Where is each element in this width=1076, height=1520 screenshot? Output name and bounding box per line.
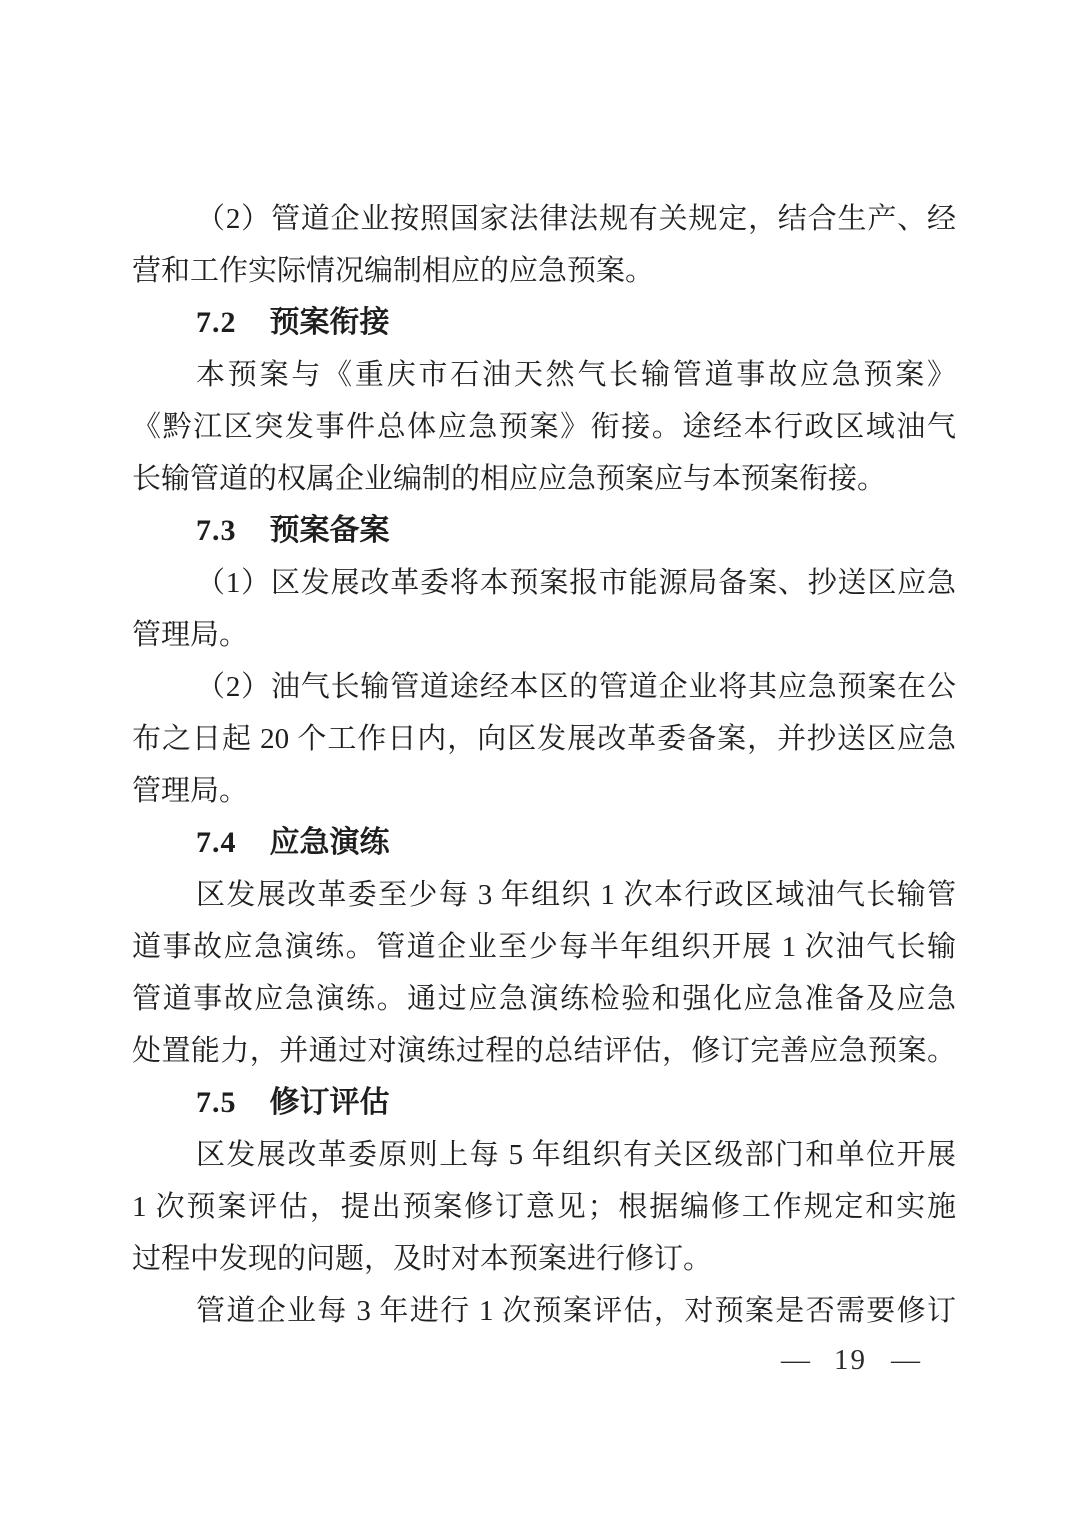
text-line: 管道事故应急演练。通过应急演练检验和强化应急准备及应急: [132, 983, 956, 1015]
footer-right-dash: —: [891, 1344, 920, 1376]
section-number: 7.4: [196, 826, 237, 859]
section-number: 7.3: [196, 514, 237, 547]
text-line: 过程中发现的问题，及时对本预案进行修订。: [132, 1243, 713, 1275]
section-heading-7-5: [132, 1077, 956, 1129]
section-heading-7-2: [132, 297, 956, 349]
text-line: 道事故应急演练。管道企业至少每半年组织开展 1 次油气长输: [132, 931, 956, 963]
text-line: 布之日起 20 个工作日内，向区发展改革委备案，并抄送区应急: [132, 723, 956, 755]
section-title: 应急演练: [269, 826, 390, 859]
text-line: 长输管道的权属企业编制的相应应急预案应与本预案衔接。: [132, 463, 887, 495]
text-line: 管道企业每 3 年进行 1 次预案评估，对预案是否需要修订: [196, 1295, 956, 1327]
section-title: 预案衔接: [269, 306, 390, 339]
section-title: 修订评估: [269, 1086, 390, 1119]
section-number: 7.5: [196, 1086, 237, 1119]
text-line: （2）管道企业按照国家法律法规有关规定，结合生产、经: [196, 203, 956, 235]
text-line: 管理局。: [132, 619, 249, 651]
section-heading-7-3: [132, 505, 956, 557]
text-line: 本预案与《重庆市石油天然气长输管道事故应急预案》: [196, 359, 956, 391]
page-footer: [781, 1334, 920, 1386]
text-line: 《黔江区突发事件总体应急预案》衔接。途经本行政区域油气: [132, 411, 956, 443]
text-line: 区发展改革委原则上每 5 年组织有关区级部门和单位开展: [196, 1139, 956, 1171]
text-line: （1）区发展改革委将本预案报市能源局备案、抄送区应急: [196, 567, 956, 599]
text-line: 管理局。: [132, 775, 249, 807]
section-title: 预案备案: [269, 514, 390, 547]
text-line: 1 次预案评估，提出预案修订意见；根据编修工作规定和实施: [132, 1191, 956, 1223]
document-body: [132, 193, 956, 1337]
text-line: （2）油气长输管道途经本区的管道企业将其应急预案在公: [196, 671, 956, 703]
page-number: 19: [834, 1344, 867, 1376]
text-line: 区发展改革委至少每 3 年组织 1 次本行政区域油气长输管: [196, 879, 956, 911]
text-line: 营和工作实际情况编制相应的应急预案。: [132, 255, 655, 287]
section-heading-7-4: [132, 817, 956, 869]
section-number: 7.2: [196, 306, 237, 339]
text-line: 处置能力，并通过对演练过程的总结评估，修订完善应急预案。: [132, 1035, 956, 1067]
footer-left-dash: —: [781, 1344, 810, 1376]
